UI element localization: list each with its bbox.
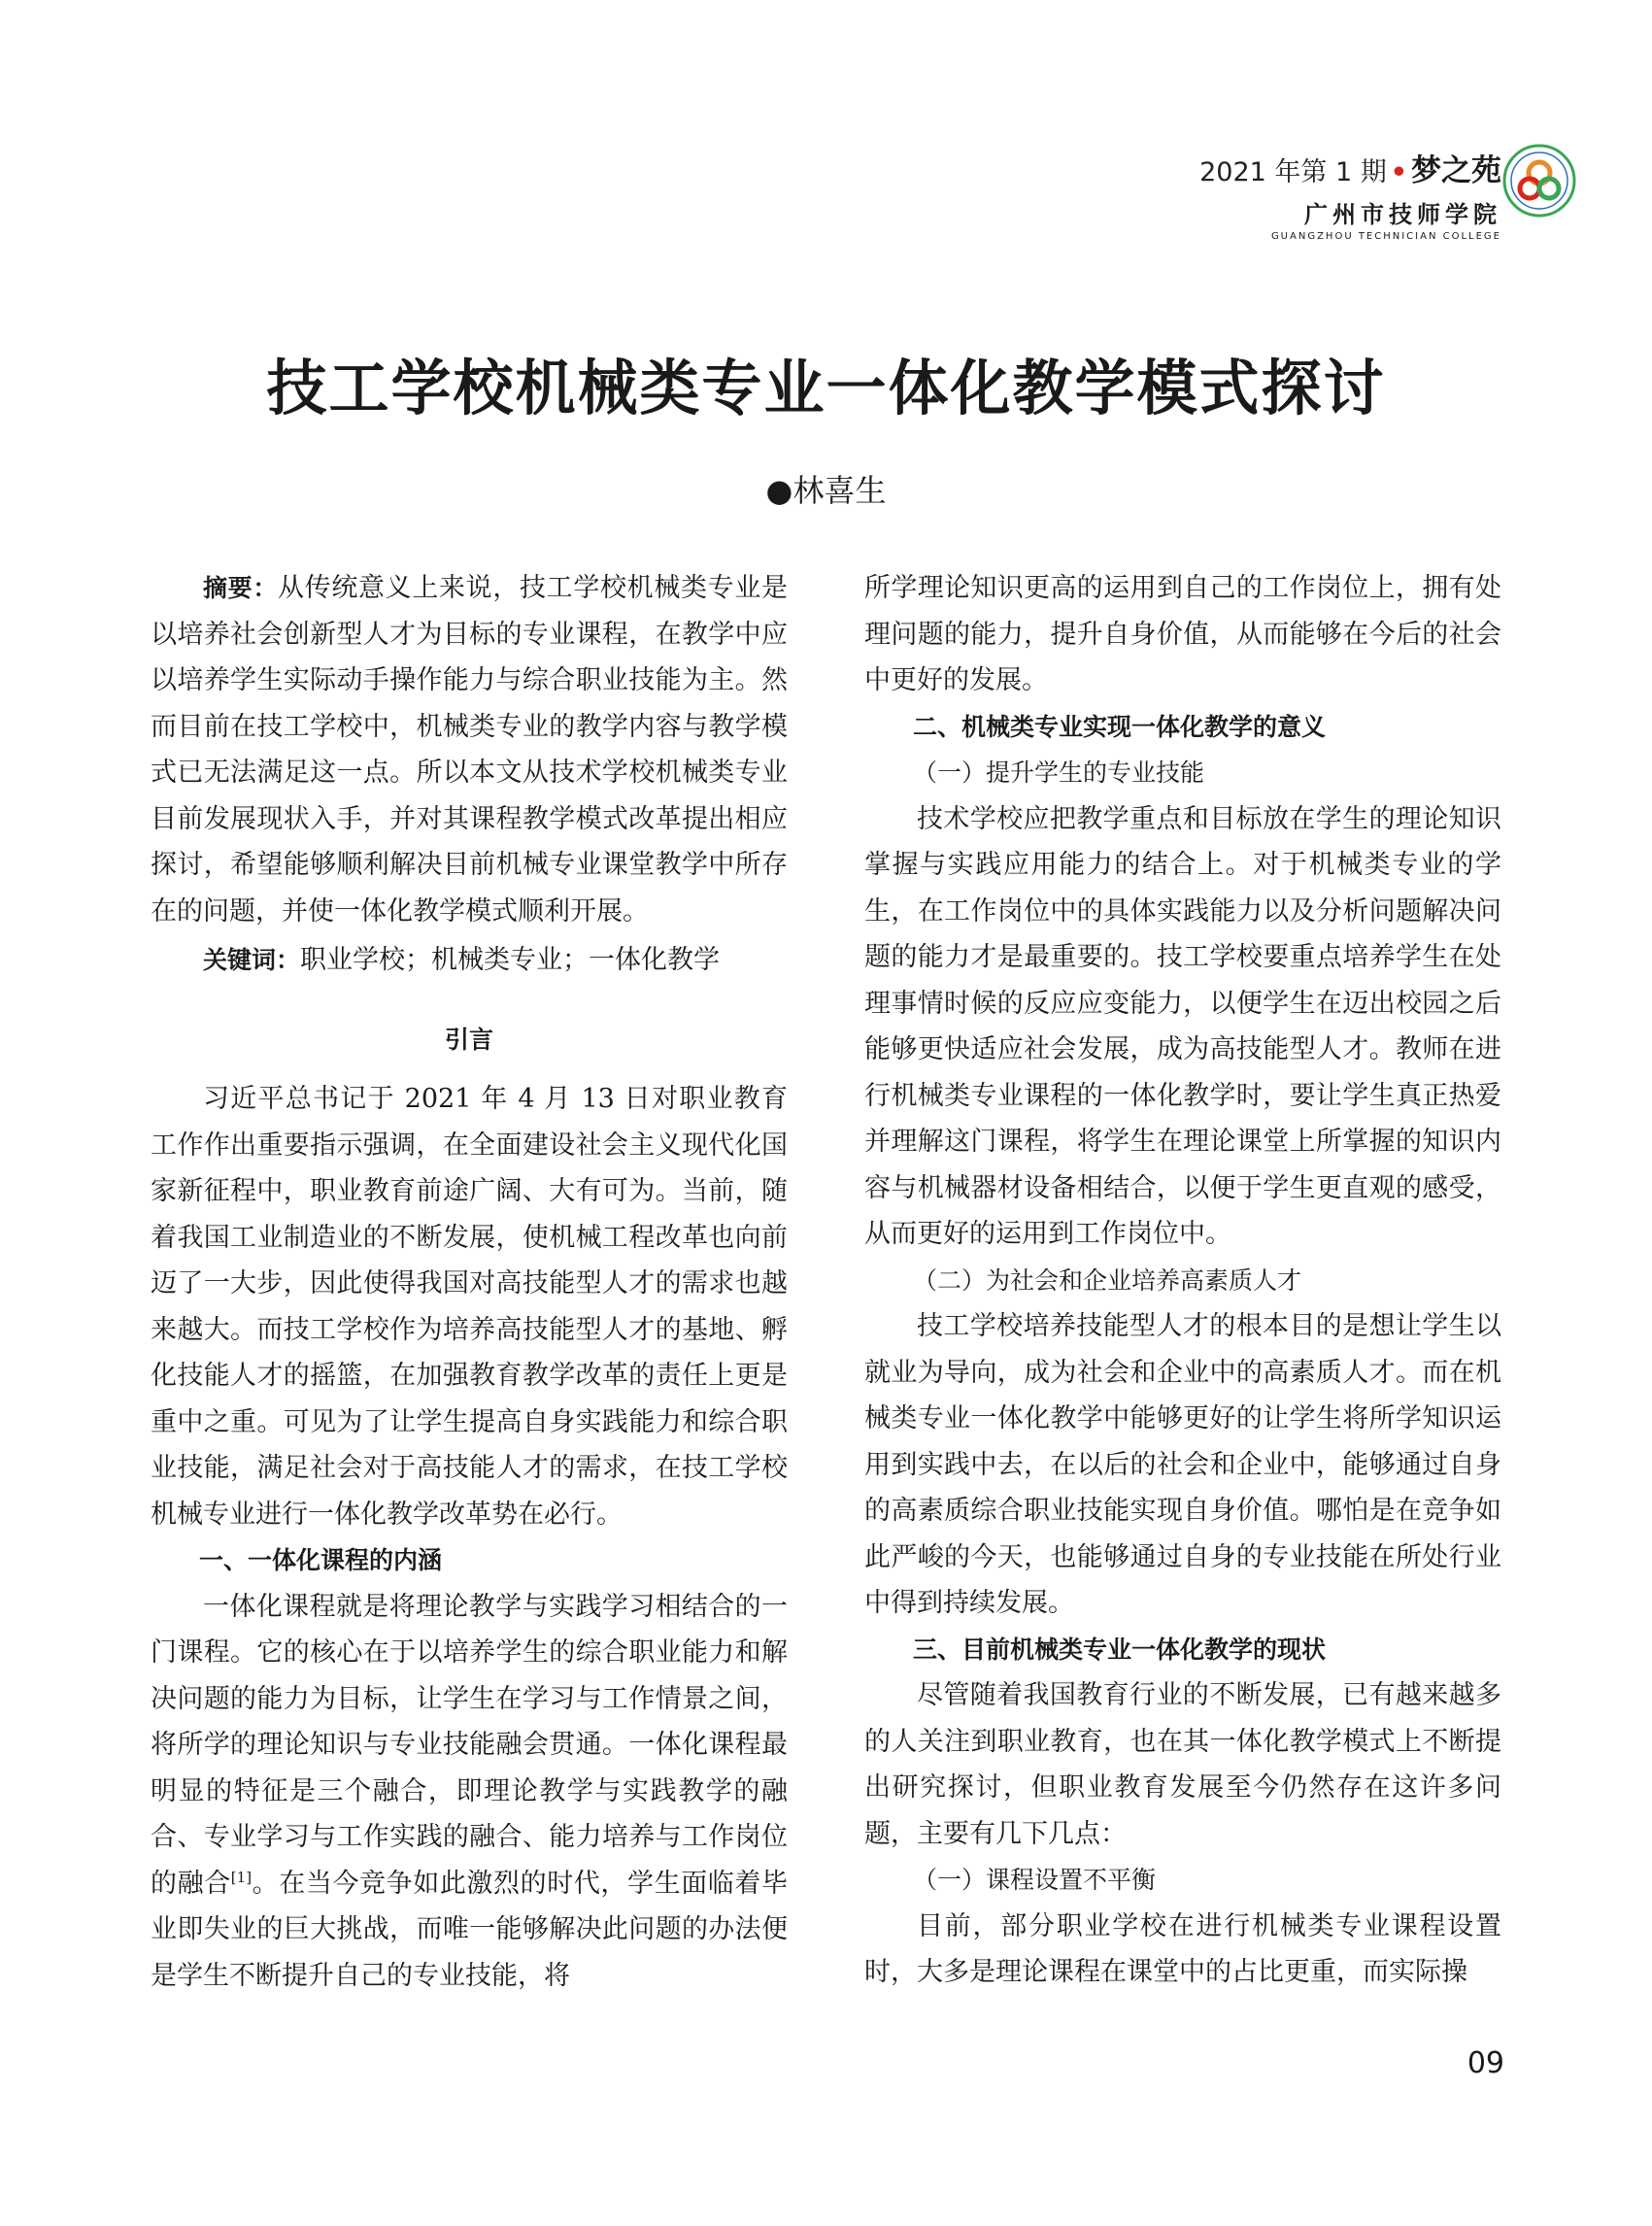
section1-paragraph: [151, 1584, 788, 2000]
section3-sub1-heading: （一）课程设置不平衡: [913, 1866, 1157, 1894]
reference-marker: [1]: [230, 1868, 253, 1886]
section1-text-a: 一体化课程就是将理论教学与实践学习相结合的一门课程。它的核心在于以培养学生的综合职业能力和解决问题的能力为目标，让学生在学习与工作情景之间，将所学的理论知识与专业技能融会贯通。一体化课程最明显的特征是三个融合，即理论教学与实践教学的融合、专业学习与工作实践的融合、能力培养与工作岗位的融合: [151, 1591, 788, 1899]
intro-heading: 引言: [444, 1025, 493, 1054]
section3-heading: 三、目前机械类专业一体化教学的现状: [913, 1635, 1327, 1664]
abstract: [151, 565, 788, 934]
school-name-en: GUANGZHOU TECHNICIAN COLLEGE: [1270, 231, 1501, 242]
intro-paragraph: 习近平总书记于 2021 年 4 月 13 日对职业教育工作作出重要指示强调，在全面建设社会主义现代化国家新征程中，职业教育前途广阔、大有可为。当前，随着我国工业制造业的不断发展，使机械工程改革也向前迈了一大步，因此使得我国对高技能型人才的需求也越来越大。而技工学校作为培养高技能型人才的基地、孵化技能人才的摇篮，在加强教育教学改革的责任上更是重中之重。可见为了让学生提高自身实践能力和综合职业技能，满足社会对于高技能人才的需求，在技工学校机械专业进行一体化教学改革势在必行。: [151, 1084, 788, 1530]
continued-paragraph: 所学理论知识更高的运用到自己的工作岗位上，拥有处理问题的能力，提升自身价值，从而能够在今后的社会中更好的发展。: [864, 573, 1501, 695]
author-name: ●林喜生: [765, 472, 887, 509]
article-title: 技工学校机械类专业一体化教学模式探讨: [266, 353, 1386, 423]
section3-paragraph: 尽管随着我国教育行业的不断发展，已有越来越多的人关注到职业教育，也在其一体化教学模式上不断提出研究探讨，但职业教育发展至今仍然存在这许多问题，主要有几下几点：: [864, 1680, 1501, 1849]
right-column: [864, 565, 1501, 1996]
school-logo-icon: [1502, 144, 1576, 218]
keywords-text: 职业学校；机械类专业；一体化教学: [300, 945, 721, 975]
separator-dot-icon: •: [1390, 157, 1407, 187]
issue-label: 2021 年第 1 期: [1199, 157, 1387, 187]
section3-sub1-paragraph: 目前，部分职业学校在进行机械类专业课程设置时，大多是理论课程在课堂中的占比更重，而实际操: [864, 1910, 1501, 1987]
keywords: [151, 937, 788, 984]
journal-header: [1199, 146, 1501, 242]
abstract-label: 摘要：: [203, 574, 278, 602]
header-line: [1199, 146, 1501, 189]
section2-sub1-heading: （一）提升学生的专业技能: [913, 759, 1205, 787]
column-name: 梦之苑: [1411, 153, 1501, 188]
section2-sub1-paragraph: 技术学校应把教学重点和目标放在学生的理论知识掌握与实践应用能力的结合上。对于机械类专业的学生，在工作岗位中的具体实践能力以及分析问题解决问题的能力才是最重要的。技工学校要重点培养学生在处理事情时候的反应应变能力，以便学生在迈出校园之后能够更快适应社会发展，成为高技能型人才。教师在进行机械类专业课程的一体化教学时，要让学生真正热爱并理解这门课程，将学生在理论课堂上所掌握的知识内容与机械器材设备相结合，以便于学生更直观的感受，从而更好的运用到工作岗位中。: [864, 803, 1501, 1249]
left-column: [151, 565, 788, 1999]
section2-sub2-paragraph: 技工学校培养技能型人才的根本目的是想让学生以就业为导向，成为社会和企业中的高素质人才。而在机械类专业一体化教学中能够更好的让学生将所学知识运用到实践中去，在以后的社会和企业中，能够通过自身的高素质综合职业技能实现自身价值。哪怕是在竞争如此严峻的今天，也能够通过自身的专业技能在所处行业中得到持续发展。: [864, 1311, 1501, 1618]
school-name: 广州市技师学院: [1304, 201, 1501, 228]
section2-sub2-heading: （二）为社会和企业培养高素质人才: [913, 1265, 1302, 1295]
abstract-text: 从传统意义上来说，技工学校机械类专业是以培养社会创新型人才为目标的专业课程，在教学中应以培养学生实际动手操作能力与综合职业技能为主。然而目前在技工学校中，机械类专业的教学内容与教学模式已无法满足这一点。所以本文从技术学校机械类专业目前发展现状入手，并对其课程教学模式改革提出相应探讨，希望能够顺利解决目前机械专业课堂教学中所存在的问题，并使一体化教学模式顺利开展。: [151, 573, 788, 927]
section1-heading: 一、一体化课程的内涵: [199, 1546, 443, 1574]
page-number: 09: [1467, 2046, 1504, 2080]
keywords-label: 关键词：: [203, 946, 301, 974]
section2-heading: 二、机械类专业实现一体化教学的意义: [913, 712, 1327, 741]
section1-text-b: 。在当今竞争如此激烈的时代，学生面临着毕业即失业的巨大挑战，而唯一能够解决此问题的办法便是学生不断提升自己的专业技能，将: [151, 1868, 789, 1991]
